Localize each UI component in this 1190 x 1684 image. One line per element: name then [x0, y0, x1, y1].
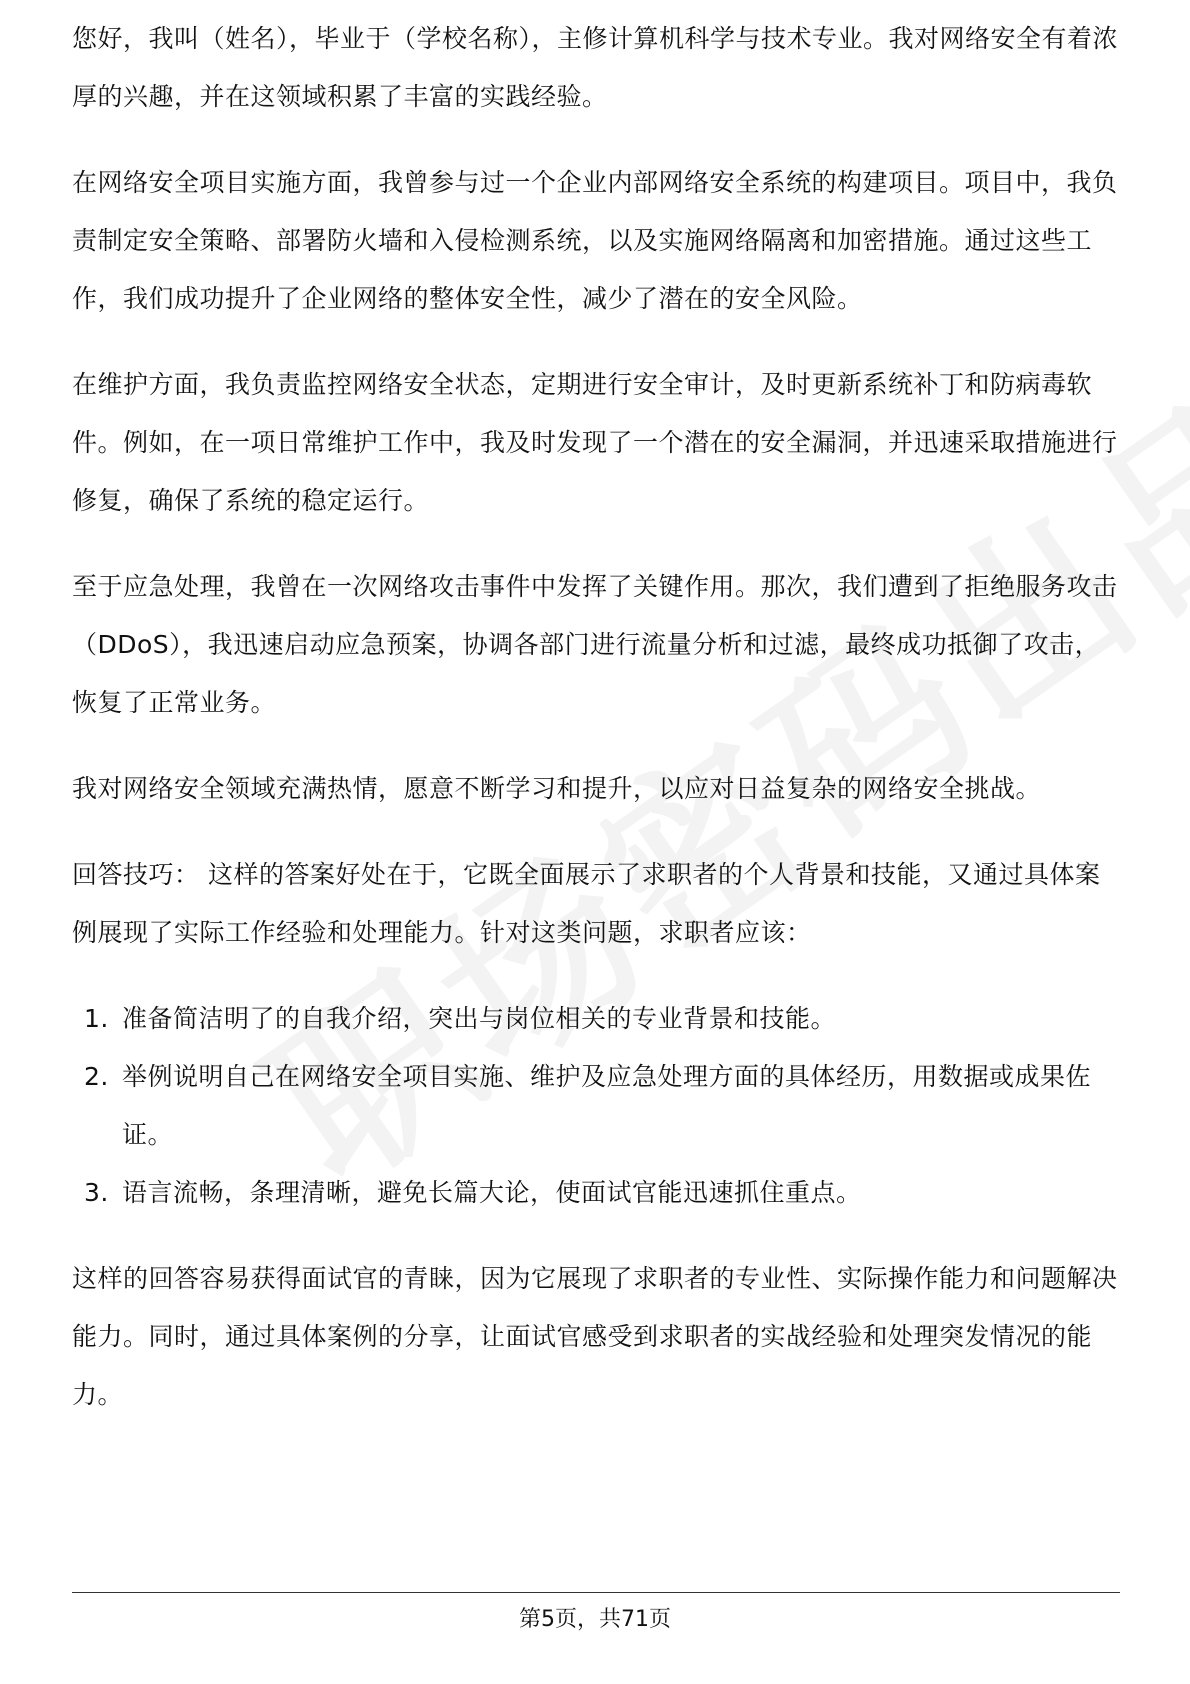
project-paragraph: 在网络安全项目实施方面，我曾参与过一个企业内部网络安全系统的构建项目。项目中，我负责制定安全策略、部署防火墙和入侵检测系统，以及实施网络隔离和加密措施。通过这些工作，我们成功提升了企业网络的整体安全性，减少了潜在的安全风险。: [72, 168, 1118, 313]
list-item-text: 语言流畅，条理清晰，避免长篇大论，使面试官能迅速抓住重点。: [122, 1178, 862, 1207]
intro-paragraph: 您好，我叫（姓名），毕业于（学校名称），主修计算机科学与技术专业。我对网络安全有着浓厚的兴趣，并在这领域积累了丰富的实践经验。: [72, 24, 1119, 111]
document-body: [72, 18, 1120, 1452]
list-item: [72, 1164, 1120, 1222]
emergency-paragraph: 至于应急处理，我曾在一次网络攻击事件中发挥了关键作用。那次，我们遭到了拒绝服务攻击（DDoS），我迅速启动应急预案，协调各部门进行流量分析和过滤，最终成功抵御了攻击，恢复了正常业务。: [72, 572, 1118, 717]
list-item-text: 举例说明自己在网络安全项目实施、维护及应急处理方面的具体经历，用数据或成果佐证。: [122, 1062, 1092, 1149]
list-item-number: 1.: [84, 1004, 109, 1033]
maintenance-paragraph: 在维护方面，我负责监控网络安全状态，定期进行安全审计，及时更新系统补丁和防病毒软件。例如，在一项日常维护工作中，我及时发现了一个潜在的安全漏洞，并迅速采取措施进行修复，确保了系统的稳定运行。: [72, 370, 1118, 515]
tips-list: [72, 990, 1120, 1222]
list-item: [72, 990, 1120, 1048]
list-item-number: 3.: [84, 1178, 109, 1207]
tips-intro-paragraph: 回答技巧： 这样的答案好处在于，它既全面展示了求职者的个人背景和技能，又通过具体案例展现了实际工作经验和处理能力。针对这类问题，求职者应该：: [72, 860, 1101, 947]
footer-divider: [72, 1592, 1120, 1593]
list-item-text: 准备简洁明了的自我介绍，突出与岗位相关的专业背景和技能。: [122, 1004, 837, 1033]
list-item-number: 2.: [84, 1062, 109, 1091]
passion-paragraph: 我对网络安全领域充满热情，愿意不断学习和提升，以应对日益复杂的网络安全挑战。: [72, 774, 1042, 803]
page-number: 第5页，共71页: [519, 1607, 671, 1632]
closing-paragraph: 这样的回答容易获得面试官的青睐，因为它展现了求职者的专业性、实际操作能力和问题解决能力。同时，通过具体案例的分享，让面试官感受到求职者的实战经验和处理突发情况的能力。: [72, 1264, 1118, 1409]
list-item: [72, 1048, 1120, 1164]
